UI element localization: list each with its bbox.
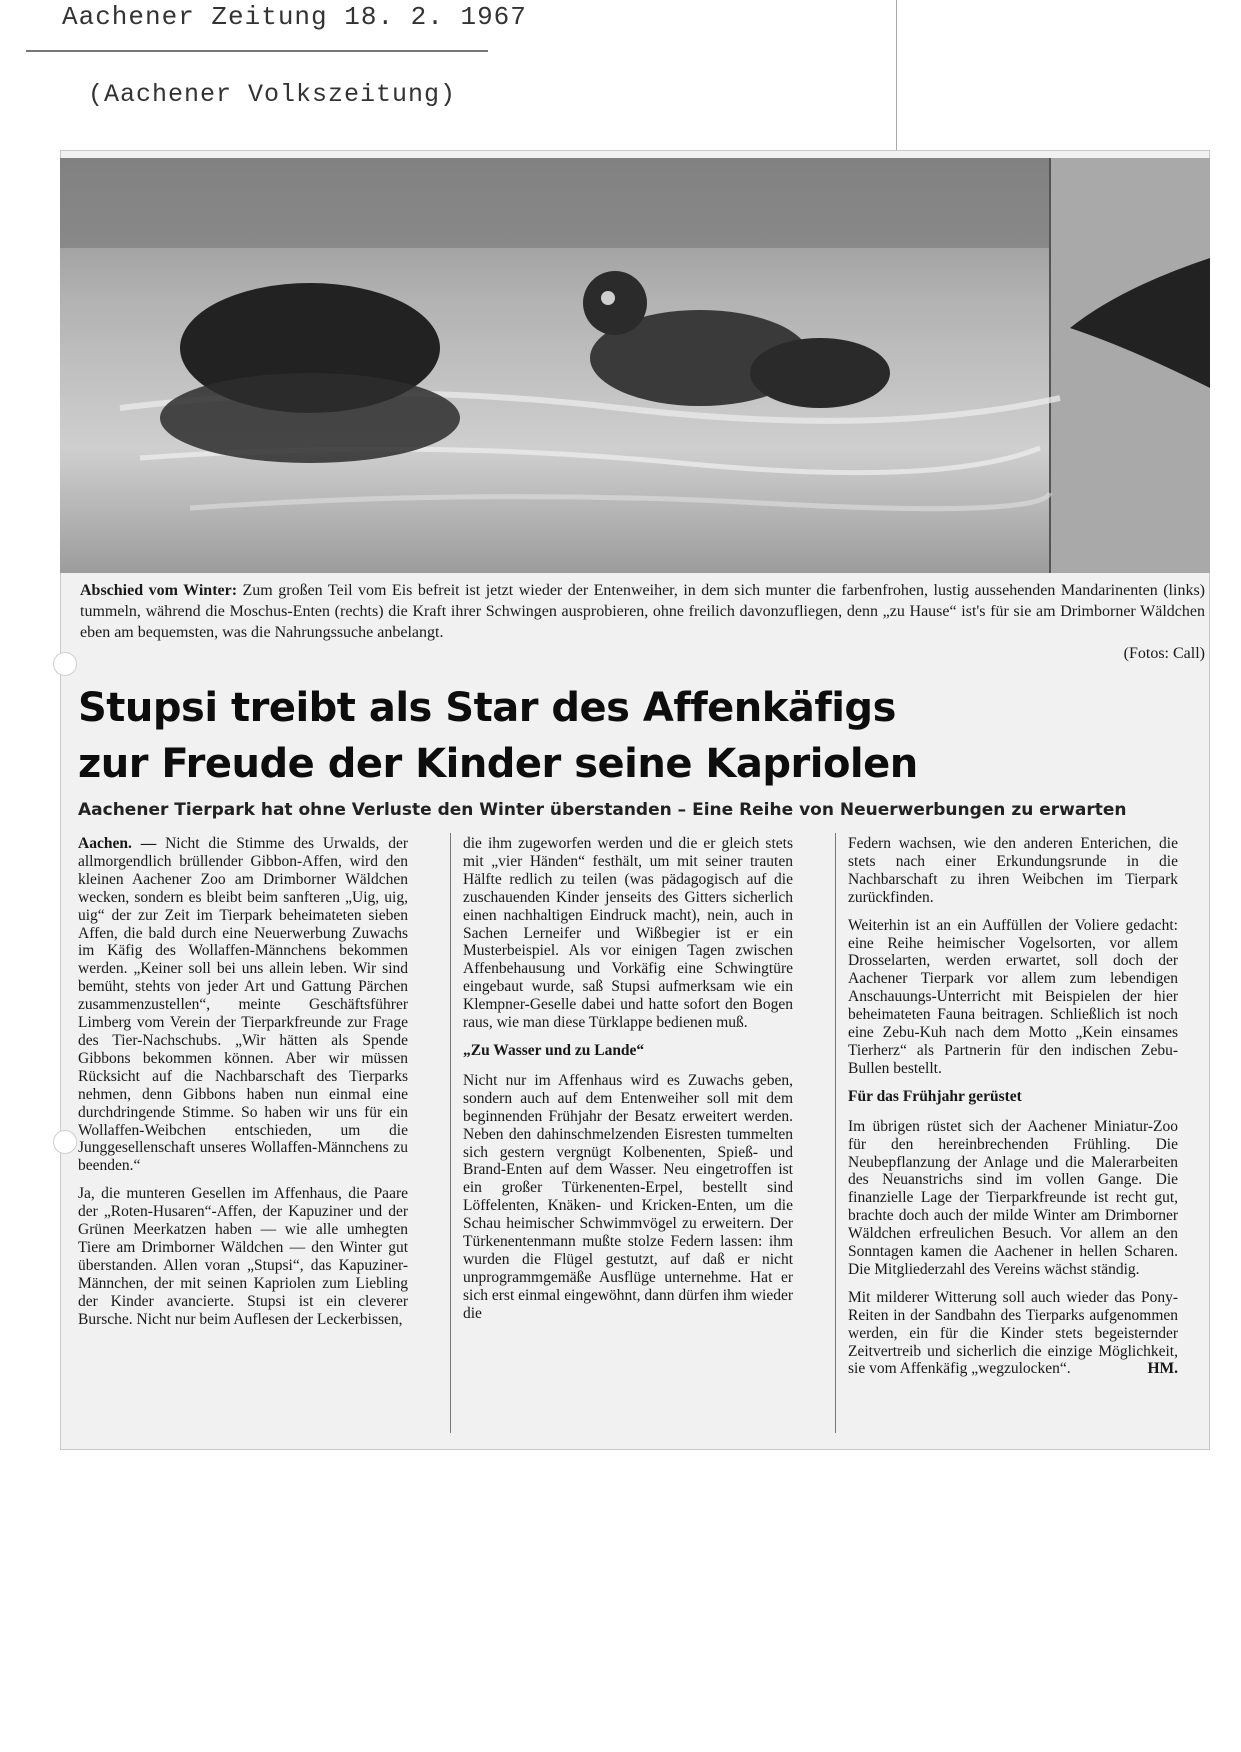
mandarin-duck-head	[583, 271, 647, 335]
article-paragraph	[78, 835, 408, 1175]
paragraph-text: Nicht die Stimme des Urwalds, der allmorgendlich brüllender Gibbon-Affen, wird den kleinen Aachener Zoo am Drimborner Wäldchen wecken, sondern es bleibt beim sanfteren „Uig, uig, uig“ der zur Zeit im Tierpark beheimateten sieben Affen, die bald durch eine Neuerwerbung Zuwachs im Käfig des Wollaffen-Männchens bekommen werden. „Keiner soll bei uns allein leben. Wir sind bemüht, stehts von jeder Art und Gattung Pärchen zusammenzustellen“, meinte Geschäftsführer Limberg vom Verein der Tierparkfreunde zur Frage des Tier-Nachschubs. „Wir hätten als Spende Gibbons bekommen können. Aber wir müssen Rücksicht auf die Nachbarschaft des Tierparks nehmen, denn Gibbons haben nun einmal eine durchdringende Stimme. So haben wir uns für ein Wollaffen-Weibchen entschieden, um die Junggesellenschaft unseres Wollaffen-Männchens zu beenden.“	[78, 835, 408, 1175]
section-heading: Für das Frühjahr gerüstet	[848, 1087, 1022, 1105]
headline-line-1: Stupsi treibt als Star des Affenkäfigs	[78, 685, 896, 731]
caption-lead: Abschied vom Winter:	[80, 582, 238, 599]
article-column-3	[848, 835, 1178, 1388]
article-paragraph: Im übrigen rüstet sich der Aachener Miniatur-Zoo für den hereinbrechenden Frühling. Die Neubepflanzung der Anlage und die Malerarbeiten des Neuanstrichs sind im vollen Gange. Die finanzielle Lage der Tierparkfreunde ist recht gut, brachte doch auch der milde Winter am Drimborner Wäldchen erfreulichen Besuch. Vor allem an den Sonntagen kamen die Aachener in hellen Scharen. Die Mitgliederzahl des Vereins wächst ständig.	[848, 1117, 1178, 1278]
photo-caption	[80, 580, 1205, 664]
article-paragraph: die ihm zugeworfen werden und die er gleich stets mit „vier Händen“ festhält, um mit seiner trauten Hälfte redlich zu teilen (was pädagogisch auf die zuschauenden Kinder jenseits des Gitters sicherlich einen nachhaltigen Eindruck macht), nein, auch in Sachen Lerneifer und Wißbegier ist er ein Musterbeispiel. Als vor einigen Tagen zwischen Affenbehausung und Vorkäfig eine Schwingtüre eingebaut wurde, saß Stupsi aufmerksam wie ein Klempner-Geselle dabei und hatte sofort den Bogen raus, wie man diese Türklappe bedienen muß.	[463, 835, 793, 1032]
author-signature: HM.	[1147, 1360, 1178, 1378]
pond-background-dark	[60, 158, 1210, 248]
article-subheadline: Aachener Tierpark hat ohne Verluste den Winter überstanden – Eine Reihe von Neuerwerbungen zu erwarten	[78, 800, 1127, 820]
newspaper-clipping	[60, 150, 1210, 1450]
punch-hole	[53, 652, 77, 676]
paragraph-text: Mit milderer Witterung soll auch wieder das Pony-Reiten in der Sandbahn des Tierparks aufgenommen werden, ein für die Kinder stets begeisternder Zeitvertreib und sicherlich die einzige Möglichkeit, sie vom Affenkäfig „wegzulocken“.	[848, 1288, 1178, 1378]
article-column-2	[463, 835, 793, 1333]
news-photo	[60, 158, 1210, 573]
source-underline	[26, 50, 488, 52]
article-paragraph: Federn wachsen, wie den anderen Enterichen, die stets nach einer Erkundungsrunde in die Nachbarschaft zu ihren Weibchen im Tierpark zurückfinden.	[848, 835, 1178, 906]
article-paragraph: Weiterhin ist an ein Auffüllen der Voliere gedacht: eine Reihe heimischer Vogelsorten, vor allem Drosselarten, werden erwartet, soll doch der Aachener Tierpark vor allem zum lebendigen Anschauungs-Unterricht mit Beispielen der hier beheimateten Fauna beitragen. Schließlich ist noch eine Zebu-Kuh nach dem Motto „Kein einsames Tierherz“ als Partnerin für den indischen Zebu-Bullen bestellt.	[848, 916, 1178, 1077]
ducks-photo-svg	[60, 158, 1210, 573]
column-rule	[450, 833, 451, 1433]
column-rule	[835, 833, 836, 1433]
source-date-line: Aachener Zeitung 18. 2. 1967	[62, 2, 527, 32]
photo-credit: (Fotos: Call)	[1123, 645, 1205, 662]
volkszeitung-line: (Aachener Volkszeitung)	[88, 80, 457, 109]
caption-body: Zum großen Teil vom Eis befreit ist jetzt wieder der Entenweiher, in dem sich munter die farbenfrohen, lustig aussehenden Mandarinenten (links) tummeln, während die Moschus-Enten (rechts) die Kraft ihrer Schwingen ausprobieren, ohne freilich davonzufliegen, denn „zu Hause“ ist's für sie am Drimborner Wäldchen eben am bequemsten, was die Nahrungssuche anbelangt.	[80, 582, 1205, 641]
article-paragraph: Ja, die munteren Gesellen im Affenhaus, die Paare der „Roten-Husaren“-Affen, der Kapuziner und der Grünen Meerkatzen haben — wie alle umhegten Tiere am Drimborner Wäldchen — den Winter gut überstanden. Allen voran „Stupsi“, das Kapuziner-Männchen, der mit seinen Kapriolen zum Liebling der Kinder avancierte. Stupsi ist ein cleverer Bursche. Nicht nur beim Auflesen der Leckerbissen,	[78, 1185, 408, 1328]
paper-edge-line	[896, 0, 897, 150]
article-paragraph: Nicht nur im Affenhaus wird es Zuwachs geben, sondern auch auf dem Entenweiher soll mit dem beginnenden Frühjahr der Besatz erweitert werden. Neben den dahinschmelzenden Eisresten tummelten sich gestern vergnügt Kolbenenten, Spieß- und Brand-Enten auf dem Wasser. Neu eingetroffen ist ein großer Türkenenten-Erpel, bestellt sind Löffelenten, Knäken- und Kricken-Enten, um die Schau heimischer Schwimmvögel zu erweitern. Der Türkenentenmann mußte stolze Federn lassen: ihm wurden die Flügel gestutzt, auf daß er nicht unprogrammgemäße Ausflüge unternehme. Hat er sich erst einmal eingewöhnt, dann dürfen ihm wieder die	[463, 1071, 793, 1322]
second-duck-body	[750, 338, 890, 408]
article-paragraph	[848, 1289, 1178, 1379]
section-heading: „Zu Wasser und zu Lande“	[463, 1041, 645, 1059]
article-headline	[78, 680, 1198, 792]
mandarin-duck-eye	[601, 291, 615, 305]
punch-hole	[53, 1130, 77, 1154]
left-duck-reflection	[160, 373, 460, 463]
dateline: Aachen. —	[78, 835, 157, 852]
headline-line-2: zur Freude der Kinder seine Kapriolen	[78, 741, 918, 787]
article-column-1	[78, 835, 408, 1338]
